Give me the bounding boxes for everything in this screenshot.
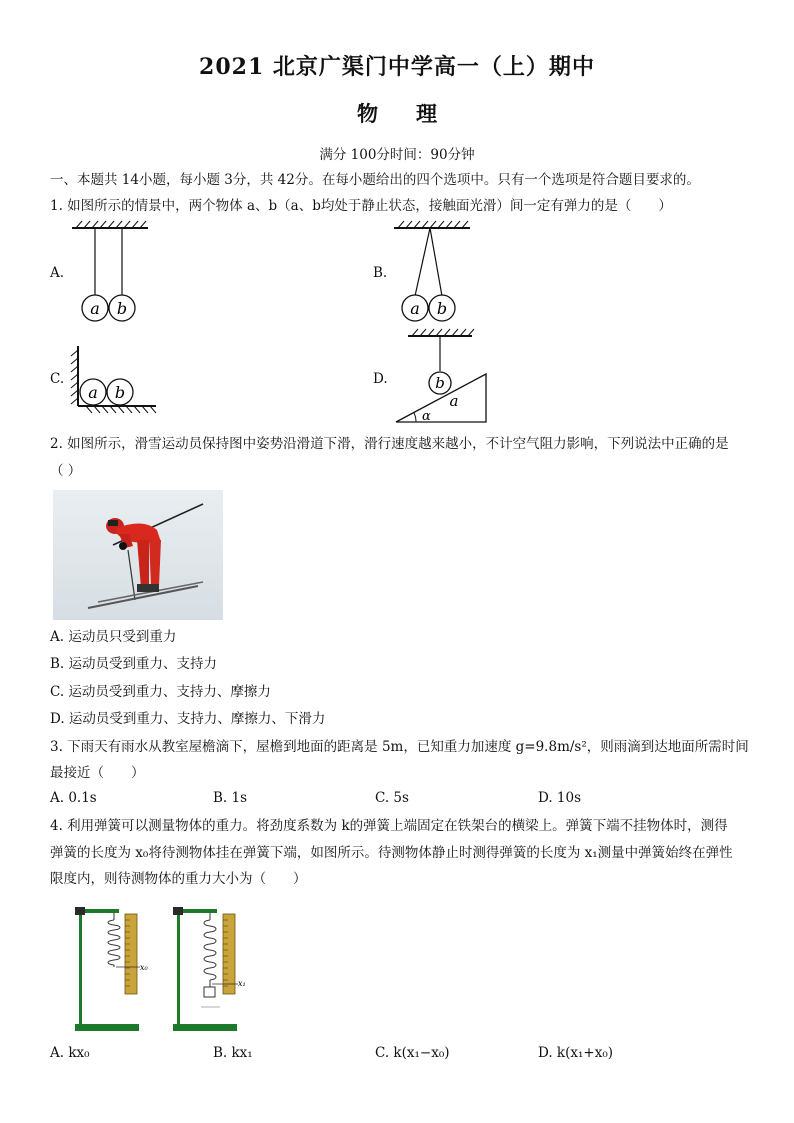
q3-option-a: A. 0.1s bbox=[50, 790, 97, 806]
ball-b-label: b bbox=[116, 299, 128, 318]
spring-stand-unloaded bbox=[70, 900, 160, 1035]
q3-option-d: D. 10s bbox=[538, 790, 582, 806]
q4-option-c: C. k(x₁−x₀) bbox=[375, 1045, 450, 1061]
q3-option-b: B. 1s bbox=[213, 790, 248, 806]
q1-figure-d bbox=[392, 326, 492, 426]
skier-photo bbox=[53, 490, 223, 620]
q2-option-d: D. 运动员受到重力、支持力、摩擦力、下滑力 bbox=[50, 711, 326, 727]
q2-stem-line2: （ ） bbox=[50, 463, 82, 479]
q1-stem: 1. 如图所示的情景中，两个物体 a、b（a、b均处于静止状态，接触面光滑）间一定有弹力的是（ ） bbox=[50, 198, 672, 214]
q4-stem-line3: 限度内，则待测物体的重力大小为（ ） bbox=[50, 871, 307, 887]
ball-a-label: a bbox=[90, 299, 100, 318]
svg-text:b: b bbox=[436, 299, 448, 318]
q1-option-c-label: C. bbox=[50, 371, 65, 387]
q2-option-b: B. 运动员受到重力、支持力 bbox=[50, 656, 218, 672]
svg-text:a: a bbox=[88, 383, 98, 402]
q4-option-d: D. k(x₁+x₀) bbox=[538, 1045, 614, 1061]
x0-label: x₀ bbox=[140, 963, 148, 972]
q1-option-b-label: B. bbox=[373, 265, 388, 281]
angle-alpha-label: α bbox=[422, 409, 431, 424]
q4-stem-line1: 4. 利用弹簧可以测量物体的重力。将劲度系数为 k的弹簧上端固定在铁架台的横梁上。弹簧下端不挂物体时，测得 bbox=[50, 818, 728, 834]
score-time-line: 满分 100分时间：90分钟 bbox=[319, 147, 475, 163]
svg-text:b: b bbox=[435, 374, 445, 392]
svg-text:b: b bbox=[114, 383, 126, 402]
spring-stand-loaded bbox=[168, 900, 258, 1035]
q3-stem-line2: 最接近（ ） bbox=[50, 765, 145, 781]
q3-stem-line1: 3. 下雨天有雨水从教室屋檐滴下，屋檐到地面的距离是 5m，已知重力加速度 g=9.8m/s²，则雨滴到达地面所需时间 bbox=[50, 739, 749, 755]
q1-option-d-label: D. bbox=[373, 371, 388, 387]
svg-text:a: a bbox=[410, 299, 420, 318]
q3-option-c: C. 5s bbox=[375, 790, 409, 806]
q2-stem-line1: 2. 如图所示，滑雪运动员保持图中姿势沿滑道下滑，滑行速度越来越小，不计空气阻力影响，下列说法中正确的是 bbox=[50, 436, 729, 452]
x1-label: x₁ bbox=[238, 979, 246, 988]
q2-option-a: A. 运动员只受到重力 bbox=[50, 629, 177, 645]
section-instruction: 一、本题共 14小题，每小题 3分，共 42分。在每小题给出的四个选项中。只有一个选项是符合题目要求的。 bbox=[50, 172, 700, 188]
q4-option-a: A. kx₀ bbox=[50, 1045, 90, 1061]
q1-figure-c bbox=[66, 338, 161, 420]
subject-heading: 物理 bbox=[357, 101, 475, 126]
q1-option-a-label: A. bbox=[50, 265, 65, 281]
q4-stem-line2: 弹簧的长度为 x₀将待测物体挂在弹簧下端，如图所示。待测物体静止时测得弹簧的长度为 x₁测量中弹簧始终在弹性 bbox=[50, 845, 733, 861]
page-title: 2021 北京广渠门中学高一（上）期中 bbox=[199, 54, 595, 80]
svg-text:a: a bbox=[449, 392, 459, 410]
q2-option-c: C. 运动员受到重力、支持力、摩擦力 bbox=[50, 684, 271, 700]
q1-figure-a bbox=[66, 218, 156, 328]
q1-figure-b bbox=[388, 218, 478, 328]
q4-option-b: B. kx₁ bbox=[213, 1045, 253, 1061]
